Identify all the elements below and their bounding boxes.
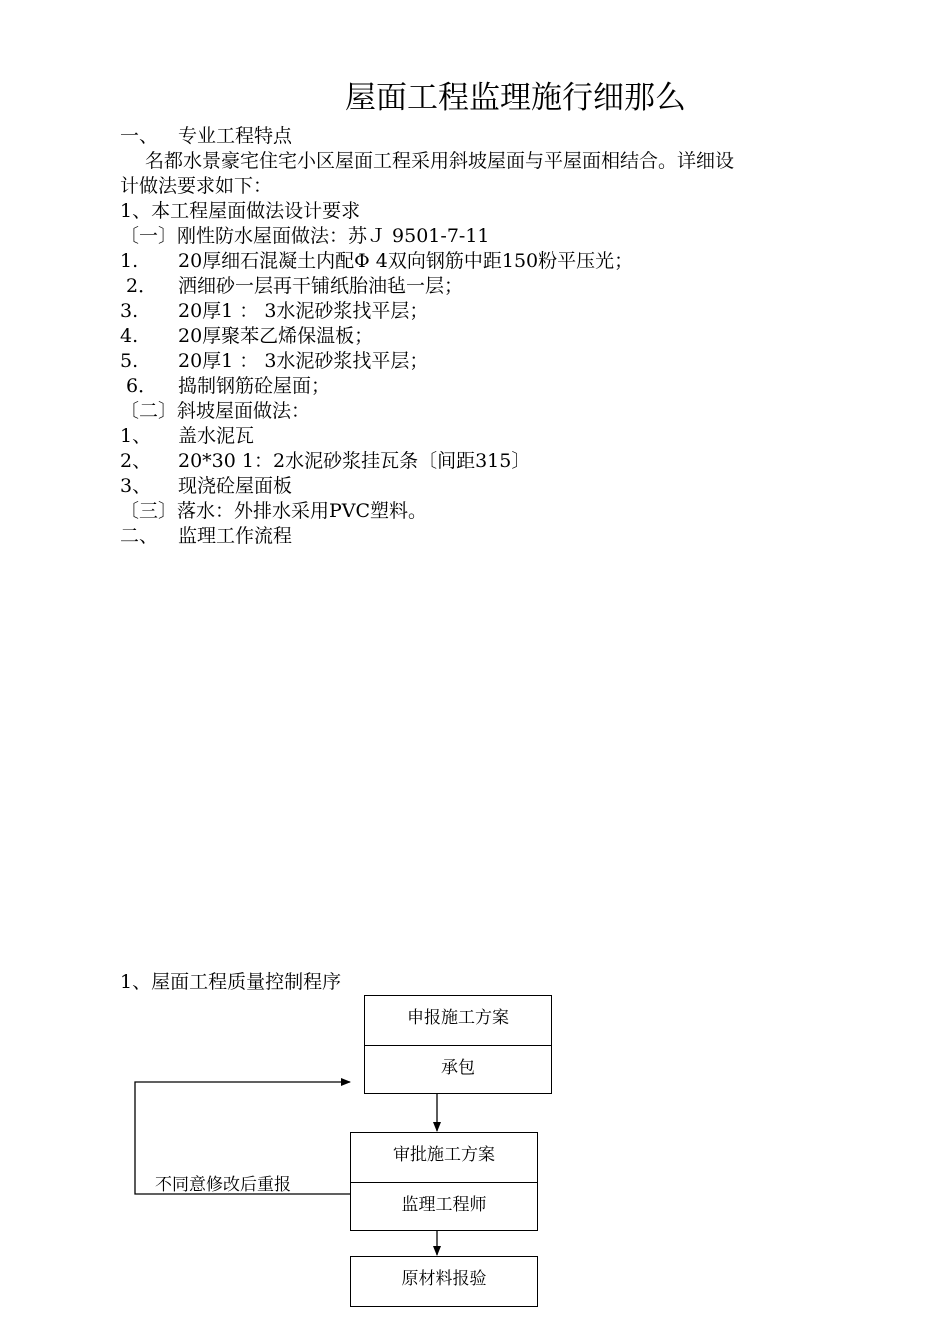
list-item-num: 6． bbox=[126, 375, 158, 397]
flow-box-supervisor-bottom: 监理工程师 bbox=[351, 1182, 537, 1231]
drain-line: 〔三〕落水：外排水采用PVC塑料。 bbox=[120, 500, 428, 522]
list-item-text: 盖水泥瓦 bbox=[178, 425, 255, 447]
subheading-design: 1、本工程屋面做法设计要求 bbox=[120, 200, 361, 222]
list-item-num: 2． bbox=[126, 275, 158, 297]
list-item-text: 20厚1 ： 3水泥砂浆找平层； bbox=[178, 300, 429, 322]
intro-line-2: 计做法要求如下： bbox=[120, 175, 273, 197]
list-item-num: 1、 bbox=[120, 425, 152, 447]
list-item-num: 5. bbox=[120, 350, 139, 372]
list-item-text: 捣制钢筋砼屋面； bbox=[178, 375, 331, 397]
page-title: 屋面工程监理施行细那么 bbox=[345, 80, 686, 116]
list-item-num: 3. bbox=[120, 300, 139, 322]
list-item-num: 2、 bbox=[120, 450, 152, 472]
flow-box-contractor-bottom: 承包 bbox=[365, 1045, 551, 1094]
slope-heading: 〔二〕斜坡屋面做法： bbox=[120, 400, 311, 422]
section1-heading-text: 专业工程特点 bbox=[178, 125, 293, 147]
list-item-text: 现浇砼屋面板 bbox=[178, 475, 293, 497]
list-item-num: 1. bbox=[120, 250, 139, 272]
list-item-text: 洒细砂一层再干铺纸胎油毡一层； bbox=[178, 275, 464, 297]
flow-box-contractor bbox=[364, 995, 552, 1094]
flow-box-supervisor-top: 审批施工方案 bbox=[393, 1145, 495, 1165]
intro-line-1: 名都水景豪宅住宅小区屋面工程采用斜坡屋面与平屋面相结合。详细设 bbox=[145, 150, 735, 172]
list-item-text: 20厚1 ： 3水泥砂浆找平层； bbox=[178, 350, 429, 372]
list-item-num: 4. bbox=[120, 325, 139, 347]
flow-box-supervisor bbox=[350, 1132, 538, 1231]
flow-heading: 1、屋面工程质量控制程序 bbox=[120, 971, 342, 993]
section1-heading-num: 一、 bbox=[120, 125, 159, 147]
list-item-text: 20厚细石混凝土内配Φ 4双向钢筋中距150粉平压光； bbox=[178, 250, 634, 272]
feedback-loop-label: 不同意修改后重报 bbox=[155, 1175, 291, 1195]
list-item-text: 20*30 1：2水泥砂浆挂瓦条〔间距315〕 bbox=[178, 450, 531, 472]
list-item-text: 20厚聚苯乙烯保温板； bbox=[178, 325, 374, 347]
list-item-num: 3、 bbox=[120, 475, 152, 497]
section2-heading-text: 监理工作流程 bbox=[178, 525, 293, 547]
section2-heading-num: 二、 bbox=[120, 525, 159, 547]
rigid-heading: 〔一〕刚性防水屋面做法：苏Ｊ 9501-7-11 bbox=[120, 225, 490, 247]
flow-box-contractor-top: 申报施工方案 bbox=[407, 1008, 509, 1028]
flow-box-material: 原材料报验 bbox=[350, 1256, 538, 1307]
